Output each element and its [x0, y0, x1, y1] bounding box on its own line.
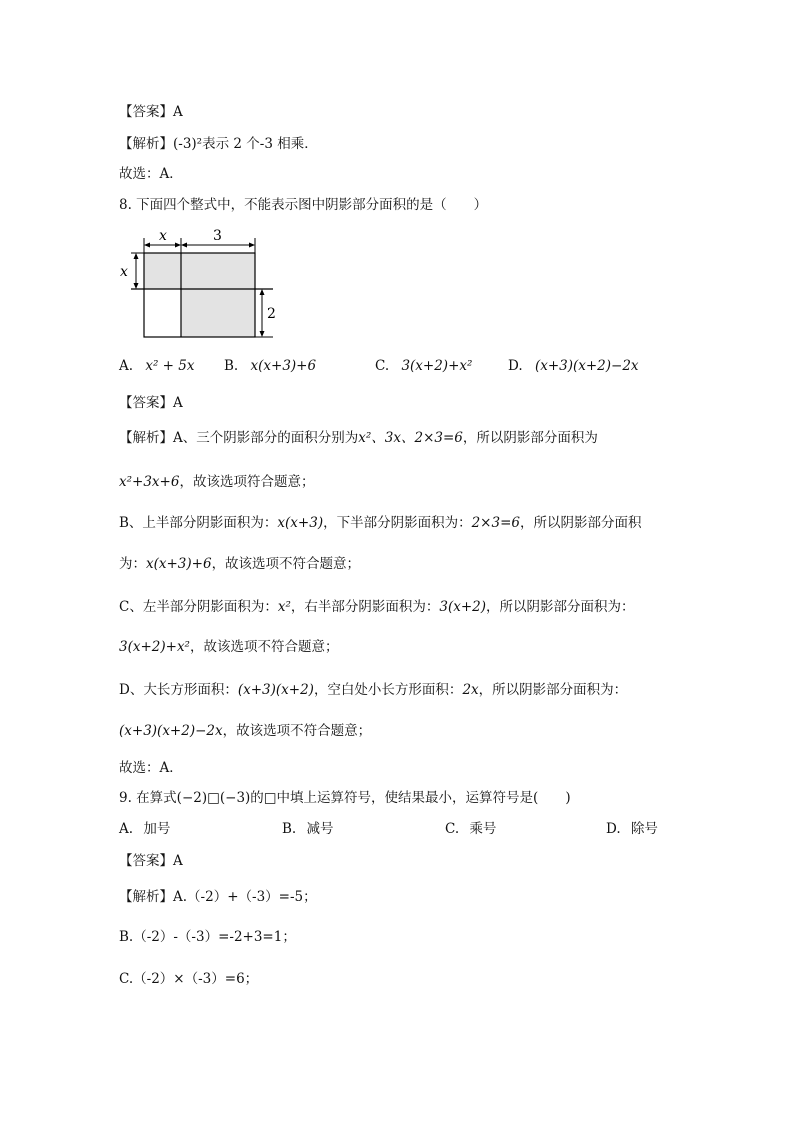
q8-option-a	[119, 360, 194, 374]
q9-option-a	[119, 823, 170, 837]
analysis-math: 3(x+2)+x²	[119, 639, 190, 655]
analysis-text: ，故该选项不符合题意；	[189, 639, 339, 655]
analysis-text: ，所以阴影部分面积为	[462, 430, 598, 446]
q8-answer: 【答案】A	[119, 395, 183, 411]
q8-analysis-a-line2	[119, 476, 314, 490]
label-top-x: x	[159, 228, 167, 244]
option-letter: D.	[606, 821, 621, 837]
analysis-math: 2×3=6	[471, 515, 520, 531]
option-text: 乘号	[469, 821, 497, 837]
shaded-top-right	[181, 253, 255, 289]
label-right-2: 2	[267, 306, 276, 322]
option-letter: C.	[375, 358, 390, 374]
q8-analysis-c-line1	[119, 601, 635, 615]
label-left-x: x	[120, 264, 128, 280]
q9-answer: 【答案】A	[119, 853, 183, 869]
analysis-text: ，所以阴影部分面积为：	[478, 682, 628, 698]
q9-option-c	[445, 823, 496, 837]
analysis-math: (x+3)(x+2)−2x	[119, 723, 223, 739]
q8-conclusion: 故选：A．	[119, 760, 183, 776]
analysis-math: x²	[277, 599, 291, 615]
shaded-top-left	[144, 253, 181, 289]
arrowhead	[181, 243, 187, 248]
q9-option-d	[606, 823, 658, 837]
q8-option-d	[508, 360, 639, 374]
arrowhead	[175, 243, 181, 248]
analysis-text: D、大长方形面积：	[119, 682, 238, 698]
option-letter: A.	[119, 358, 134, 374]
q8-analysis-c-line2	[119, 641, 338, 655]
prev-analysis-text: (-3)²表示 2 个-3 相乘．	[173, 136, 318, 152]
option-text: 加号	[143, 821, 171, 837]
analysis-text: 为：	[119, 556, 146, 572]
analysis-text: ，右半部分阴影面积为：	[290, 599, 440, 615]
prev-analysis-label: 【解析】	[119, 136, 173, 152]
option-letter: D.	[508, 358, 523, 374]
option-letter: A.	[119, 821, 134, 837]
option-expr: 3(x+2)+x²	[401, 358, 473, 374]
analysis-text: ，下半部分阴影面积为：	[323, 515, 472, 531]
q8-analysis-a-line1	[119, 432, 598, 446]
analysis-text: ，故该选项不符合题意；	[222, 723, 372, 739]
analysis-math: 2x	[462, 682, 479, 698]
arrowhead	[249, 243, 255, 248]
analysis-text: B、上半部分阴影面积为：	[119, 515, 278, 531]
q9-analysis-b: B.（-2）-（-3）=-2+3=1；	[119, 929, 296, 945]
q8-option-b	[224, 360, 316, 374]
option-letter: B.	[224, 358, 239, 374]
analysis-math: x²、3x、2×3=6	[358, 430, 463, 446]
analysis-math: 3(x+2)	[439, 599, 487, 615]
analysis-text: ，所以阴影部分面积为：	[486, 599, 635, 615]
analysis-text: ，所以阴影部分面积	[519, 515, 642, 531]
analysis-text: ，空白处小长方形面积：	[313, 682, 463, 698]
arrowhead	[134, 283, 139, 289]
prev-answer: 【答案】A	[119, 104, 183, 120]
q9-stem: 9. 在算式(−2)□(−3)的□中填上运算符号，使结果最小，运算符号是( )	[119, 790, 571, 806]
option-text: 除号	[630, 821, 658, 837]
q9-analysis-a: 【解析】A.（-2）+（-3）=-5；	[119, 889, 317, 905]
option-letter: C.	[445, 821, 460, 837]
q8-analysis-b-line2	[119, 558, 360, 572]
analysis-text: 【解析】A、三个阴影部分的面积分别为	[119, 430, 359, 446]
q9-option-b	[282, 823, 334, 837]
q8-stem: 8. 下面四个整式中，不能表示图中阴影部分面积的是（ ）	[119, 197, 488, 213]
q8-analysis-d-line1	[119, 684, 627, 698]
arrowhead	[260, 289, 265, 295]
q8-analysis-b-line1	[119, 517, 641, 531]
q8-analysis-d-line2	[119, 725, 371, 739]
option-letter: B.	[282, 821, 297, 837]
label-top-3: 3	[213, 228, 222, 244]
analysis-text: ，故该选项不符合题意；	[211, 556, 361, 572]
option-expr: x² + 5x	[145, 358, 195, 374]
analysis-math: x(x+3)+6	[146, 556, 212, 572]
arrowhead	[134, 253, 139, 259]
analysis-text: C、左半部分阴影面积为：	[119, 599, 278, 615]
analysis-math: x(x+3)	[277, 515, 324, 531]
shaded-bottom-right	[181, 289, 255, 337]
option-expr: (x+3)(x+2)−2x	[534, 358, 639, 374]
analysis-math: x²+3x+6	[119, 474, 180, 490]
analysis-text: ，故该选项符合题意；	[179, 474, 315, 490]
option-expr: x(x+3)+6	[250, 358, 317, 374]
analysis-math: (x+3)(x+2)	[237, 682, 314, 698]
prev-analysis	[119, 138, 318, 152]
prev-conclusion: 故选：A．	[119, 166, 183, 182]
q9-analysis-c: C.（-2）×（-3）=6；	[119, 971, 259, 987]
q8-option-c	[375, 360, 472, 374]
arrowhead	[260, 331, 265, 337]
arrowhead	[144, 243, 150, 248]
q8-figure	[119, 226, 279, 341]
option-text: 减号	[306, 821, 334, 837]
